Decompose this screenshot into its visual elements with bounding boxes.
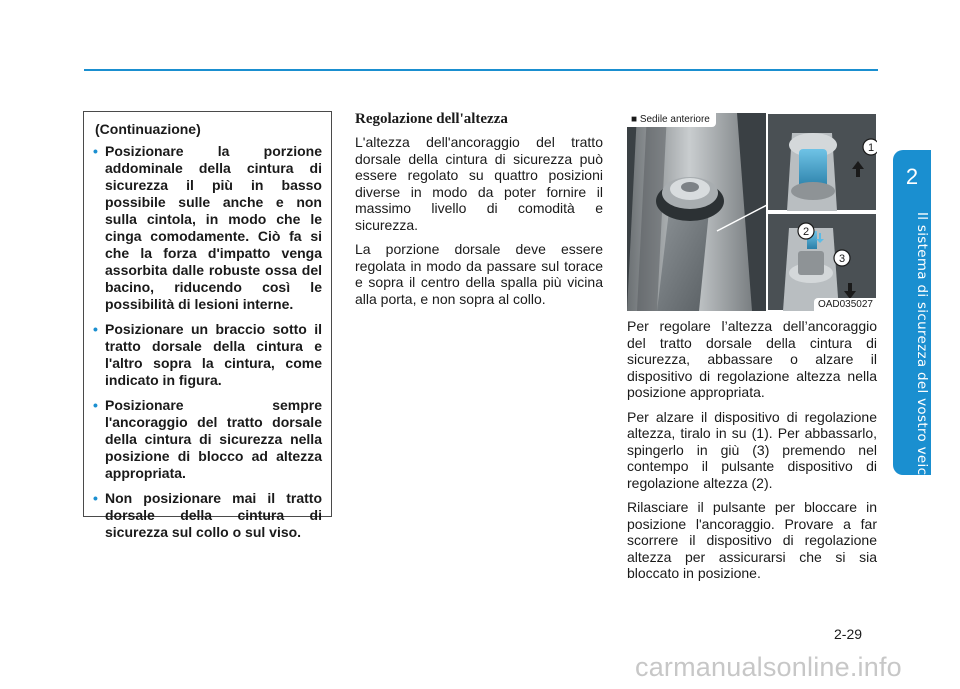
figure-code: OAD035027 <box>814 298 877 311</box>
figure-label: ■ Sedile anteriore <box>627 113 716 127</box>
svg-text:1: 1 <box>867 142 875 154</box>
seatbelt-illustration <box>627 113 877 311</box>
paragraph: L'altezza dell'ancoraggio del tratto dorsale della cintura di sicurezza può essere regolato su quattro posizioni diverse in modo da poter fornire il massimo livello di comodità e sicurezza. <box>355 134 603 233</box>
instructions-body <box>627 318 877 590</box>
svg-text:2: 2 <box>802 226 810 238</box>
warning-item-text: Non posizionare mai il tratto dorsale della cintura di sicurezza sul collo o sul viso. <box>105 490 322 540</box>
section-body <box>355 134 603 315</box>
paragraph: Per alzare il dispositivo di regolazione altezza, tiralo in su (1). Per abbassarlo, spingerlo in giù (3) premendo nel contempo il pulsante dispositivo di regolazione altezza (2). <box>627 408 877 491</box>
chapter-tab[interactable] <box>893 150 931 497</box>
paragraph: Per regolare l’altezza dell’ancoraggio del tratto dorsale della cintura di sicurezza, abbassare o alzare il dispositivo di regolazione altezza nella posizione appropriata. <box>627 318 877 400</box>
svg-text:3: 3 <box>838 253 846 265</box>
header-rule <box>84 69 878 71</box>
warning-item <box>93 397 322 482</box>
paragraph: Rilasciare il pulsante per bloccare in posizione l'ancoraggio. Provare a far scorrere il dispositivo di regolazione altezza per assicurarsi che si sia bloccato in posizione. <box>627 499 877 581</box>
warning-box <box>83 111 332 540</box>
bullet-icon: • <box>93 143 98 159</box>
warning-item-text: Posizionare la porzione addominale della cintura di sicurezza il più in basso possibile sulle anche e non sulla cintola, in modo che le cinga comodamente. Ciò fa si che la forza d'impatto venga assorbita dalle robuste ossa del bacino, riducendo così le possibilità di lesioni interne. <box>105 143 322 312</box>
callout-1 <box>863 139 877 155</box>
warning-item <box>93 143 322 313</box>
warning-item <box>93 490 322 541</box>
section-title: Regolazione dell'altezza <box>355 111 508 127</box>
callout-3 <box>834 250 850 266</box>
callout-2 <box>798 223 814 239</box>
bullet-icon: • <box>93 397 98 413</box>
paragraph: La porzione dorsale deve essere regolata in modo da passare sul torace e sopra il centro della spalla più vicina alla porta, e non sopra al collo. <box>355 241 603 307</box>
bullet-icon: • <box>93 490 98 506</box>
seatbelt-adjuster-figure <box>627 113 877 311</box>
warning-item-text: Posizionare un braccio sotto il tratto dorsale della cintura e l'altro sopra la cintura, come indicato in figura. <box>105 321 322 388</box>
warning-item-text: Posizionare sempre l'ancoraggio del tratto dorsale della cintura di sicurezza nella posizione di blocco ad altezza appropriata. <box>105 397 322 481</box>
chapter-title: Il sistema di sicurezza del vostro veicolo <box>914 212 930 497</box>
watermark[interactable]: carmanualsonline.info <box>635 652 902 682</box>
bullet-icon: • <box>93 321 98 337</box>
page-number: 2-29 <box>834 626 863 642</box>
warning-list <box>93 143 322 541</box>
chapter-number: 2 <box>905 164 919 189</box>
warning-heading: (Continuazione) <box>95 121 201 137</box>
warning-item <box>93 321 322 389</box>
